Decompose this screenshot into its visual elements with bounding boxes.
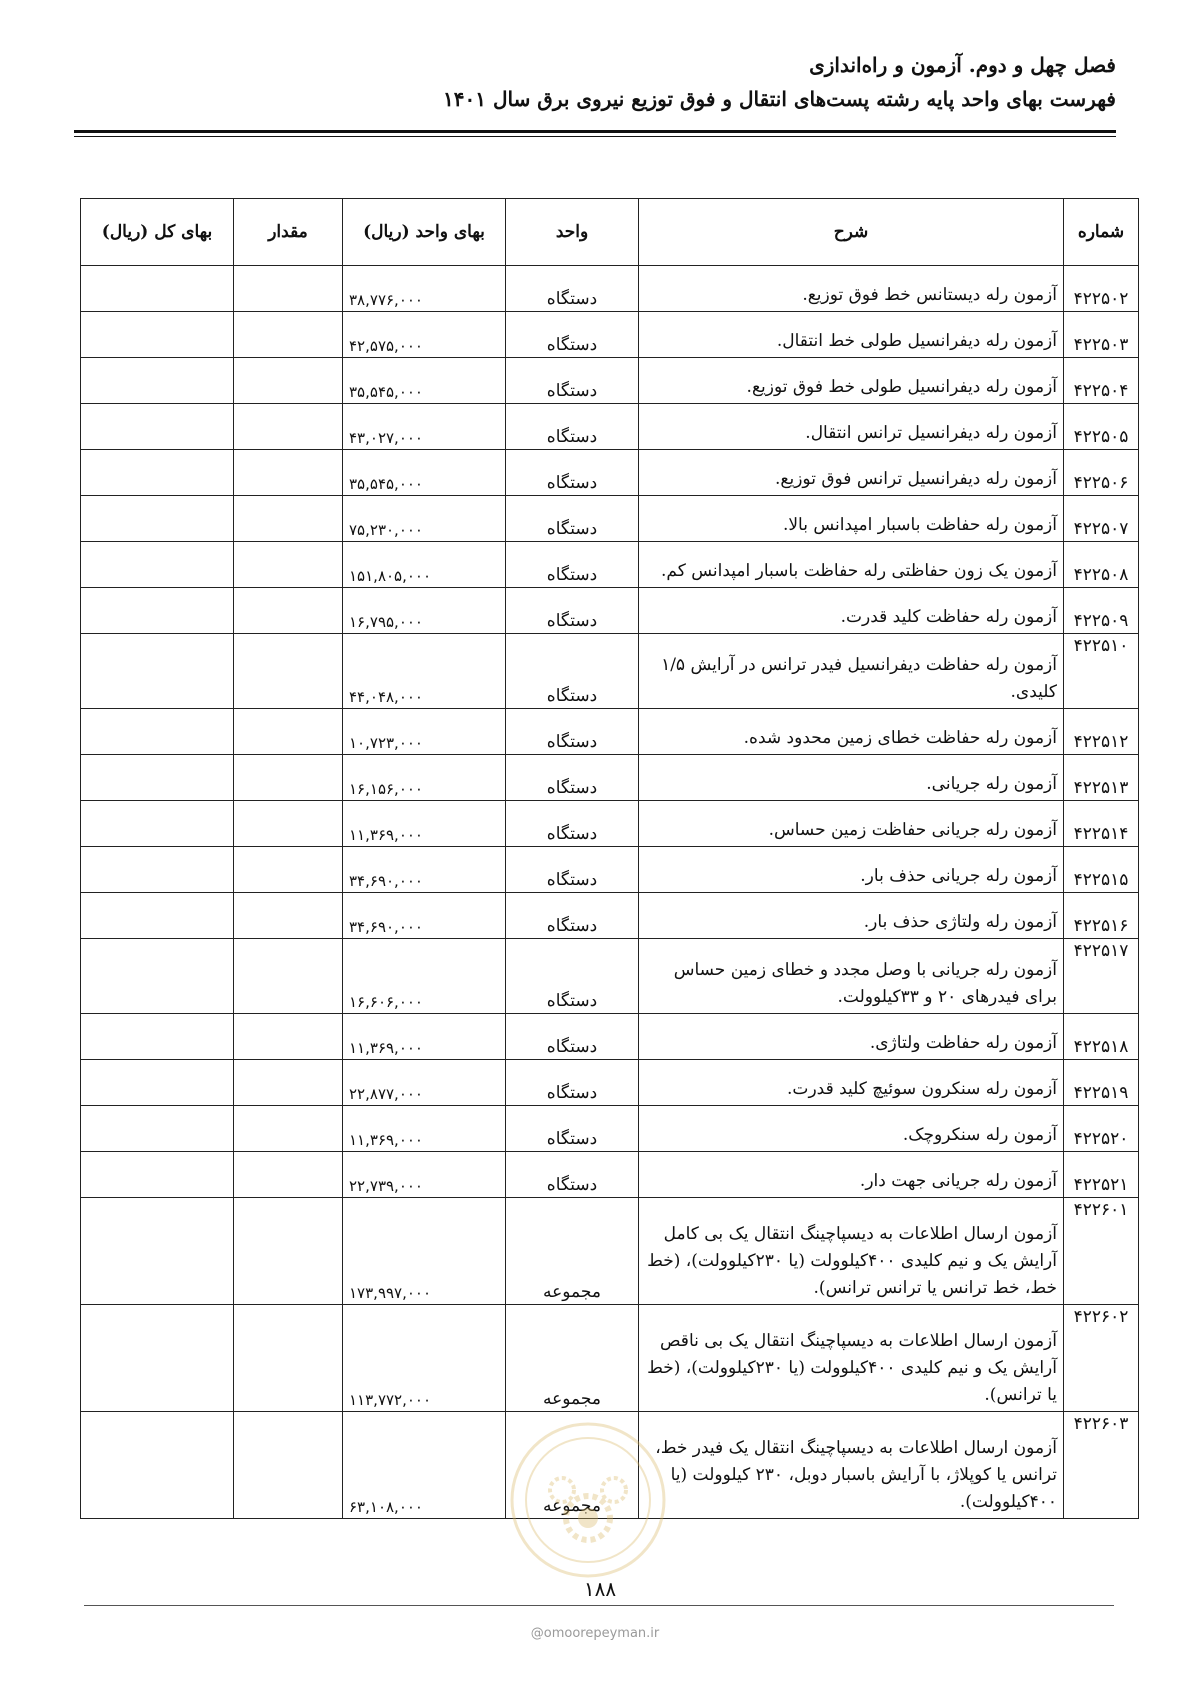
item-total [81,266,234,312]
item-code: ۴۲۲۵۱۵ [1064,847,1139,893]
table-row [81,588,1139,634]
column-header-unit-price: بهای واحد (ریال) [343,199,506,266]
column-header-description: شرح [639,199,1064,266]
item-unit-price: ۱۱,۳۶۹,۰۰۰ [343,1106,506,1152]
item-code: ۴۲۲۵۰۸ [1064,542,1139,588]
item-unit-price: ۳۴,۶۹۰,۰۰۰ [343,893,506,939]
item-description: آزمون رله حفاظت دیفرانسیل فیدر ترانس در آرایش ۱/۵ کلیدی. [639,634,1064,709]
item-code: ۴۲۲۵۰۹ [1064,588,1139,634]
item-unit-price: ۳۸,۷۷۶,۰۰۰ [343,266,506,312]
item-total [81,1060,234,1106]
item-quantity [234,801,343,847]
item-description: آزمون رله سنکروچک. [639,1106,1064,1152]
item-quantity [234,755,343,801]
item-total [81,312,234,358]
item-quantity [234,847,343,893]
item-total [81,1198,234,1305]
item-total [81,709,234,755]
item-unit: دستگاه [506,1060,639,1106]
item-quantity [234,634,343,709]
item-code: ۴۲۲۵۰۲ [1064,266,1139,312]
item-unit-price: ۴۴,۰۴۸,۰۰۰ [343,634,506,709]
item-unit: دستگاه [506,939,639,1014]
table-row [81,404,1139,450]
item-total [81,588,234,634]
item-unit: مجموعه [506,1198,639,1305]
item-code: ۴۲۲۶۰۳ [1064,1412,1139,1519]
item-quantity [234,496,343,542]
item-quantity [234,588,343,634]
item-unit-price: ۱۵۱,۸۰۵,۰۰۰ [343,542,506,588]
item-unit: دستگاه [506,542,639,588]
table-row [81,1305,1139,1412]
item-quantity [234,1152,343,1198]
item-code: ۴۲۲۵۱۰ [1064,634,1139,709]
item-description: آزمون رله دیفرانسیل ترانس فوق توزیع. [639,450,1064,496]
item-code: ۴۲۲۵۲۰ [1064,1106,1139,1152]
item-description: آزمون رله حفاظت ولتاژی. [639,1014,1064,1060]
item-total [81,358,234,404]
item-code: ۴۲۲۵۰۴ [1064,358,1139,404]
item-quantity [234,542,343,588]
item-unit-price: ۲۲,۷۳۹,۰۰۰ [343,1152,506,1198]
item-total [81,801,234,847]
item-description: آزمون رله دیفرانسیل طولی خط انتقال. [639,312,1064,358]
page-number: ۱۸۸ [583,1577,617,1601]
item-total [81,755,234,801]
item-description: آزمون رله جریانی حذف بار. [639,847,1064,893]
table-row [81,801,1139,847]
item-code: ۴۲۲۵۱۳ [1064,755,1139,801]
item-code: ۴۲۲۶۰۲ [1064,1305,1139,1412]
table-row [81,755,1139,801]
table-row [81,450,1139,496]
item-unit: دستگاه [506,588,639,634]
item-unit-price: ۷۵,۲۳۰,۰۰۰ [343,496,506,542]
table-row [81,1198,1139,1305]
column-header-code: شماره [1064,199,1139,266]
item-total [81,634,234,709]
column-header-quantity: مقدار [234,199,343,266]
footer-divider [84,1605,1114,1606]
item-quantity [234,893,343,939]
item-description: آزمون ارسال اطلاعات به دیسپاچینگ انتقال یک بی کامل آرایش یک و نیم کلیدی ۴۰۰کیلوولت (یا ۲۳۰کیلوولت)، (خط خط، خط ترانس یا ترانس ترانس). [639,1198,1064,1305]
item-description: آزمون رله حفاظت کلید قدرت. [639,588,1064,634]
table-row [81,634,1139,709]
item-description: آزمون ارسال اطلاعات به دیسپاچینگ انتقال یک فیدر خط، ترانس یا کوپلاژ، با آرایش باسبار دوبل، ۲۳۰ کیلوولت (یا ۴۰۰کیلوولت). [639,1412,1064,1519]
item-description: آزمون رله دیفرانسیل طولی خط فوق توزیع. [639,358,1064,404]
item-unit: دستگاه [506,358,639,404]
item-unit-price: ۱۷۳,۹۹۷,۰۰۰ [343,1198,506,1305]
item-total [81,1106,234,1152]
item-quantity [234,450,343,496]
item-total [81,496,234,542]
item-quantity [234,358,343,404]
table-body [81,266,1139,1519]
item-description: آزمون رله جریانی با وصل مجدد و خطای زمین حساس برای فیدرهای ۲۰ و ۳۳کیلوولت. [639,939,1064,1014]
item-total [81,542,234,588]
item-unit-price: ۳۵,۵۴۵,۰۰۰ [343,450,506,496]
item-total [81,847,234,893]
item-quantity [234,939,343,1014]
item-code: ۴۲۲۵۰۶ [1064,450,1139,496]
item-code: ۴۲۲۵۱۲ [1064,709,1139,755]
item-unit-price: ۴۳,۰۲۷,۰۰۰ [343,404,506,450]
item-unit: دستگاه [506,755,639,801]
table-row [81,847,1139,893]
item-description: آزمون ارسال اطلاعات به دیسپاچینگ انتقال یک بی ناقص آرایش یک و نیم کلیدی ۴۰۰کیلوولت (یا ۲۳۰کیلوولت)، (خط یا ترانس). [639,1305,1064,1412]
item-description: آزمون یک زون حفاظتی رله حفاظت باسبار امپدانس کم. [639,542,1064,588]
item-unit: دستگاه [506,450,639,496]
item-unit-price: ۱۱۳,۷۷۲,۰۰۰ [343,1305,506,1412]
item-code: ۴۲۲۵۰۳ [1064,312,1139,358]
table-row [81,358,1139,404]
item-code: ۴۲۲۵۱۸ [1064,1014,1139,1060]
item-description: آزمون رله حفاظت خطای زمین محدود شده. [639,709,1064,755]
publisher-seal [508,1420,668,1580]
item-quantity [234,312,343,358]
item-unit: دستگاه [506,634,639,709]
item-quantity [234,1014,343,1060]
item-unit-price: ۱۰,۷۲۳,۰۰۰ [343,709,506,755]
item-quantity [234,1106,343,1152]
item-unit: دستگاه [506,1152,639,1198]
column-header-unit: واحد [506,199,639,266]
page-header [76,50,1116,114]
item-unit-price: ۱۶,۶۰۶,۰۰۰ [343,939,506,1014]
table-row [81,1106,1139,1152]
item-quantity [234,709,343,755]
item-quantity [234,1060,343,1106]
item-unit: دستگاه [506,266,639,312]
item-description: آزمون رله جریانی جهت دار. [639,1152,1064,1198]
website-watermark: @omoorepeyman.ir [530,1626,660,1641]
item-unit: مجموعه [506,1412,639,1519]
item-unit-price: ۱۱,۳۶۹,۰۰۰ [343,801,506,847]
item-code: ۴۲۲۵۱۴ [1064,801,1139,847]
item-code: ۴۲۲۵۲۱ [1064,1152,1139,1198]
item-code: ۴۲۲۵۰۷ [1064,496,1139,542]
item-description: آزمون رله دیستانس خط فوق توزیع. [639,266,1064,312]
item-total [81,1412,234,1519]
item-total [81,450,234,496]
item-unit-price: ۳۵,۵۴۵,۰۰۰ [343,358,506,404]
table-row [81,496,1139,542]
item-description: آزمون رله جریانی. [639,755,1064,801]
item-unit: دستگاه [506,1014,639,1060]
table-row [81,542,1139,588]
item-unit-price: ۱۶,۷۹۵,۰۰۰ [343,588,506,634]
item-unit-price: ۴۲,۵۷۵,۰۰۰ [343,312,506,358]
item-total [81,1152,234,1198]
item-description: آزمون رله ولتاژی حذف بار. [639,893,1064,939]
item-unit-price: ۱۶,۱۵۶,۰۰۰ [343,755,506,801]
item-total [81,1305,234,1412]
item-unit: دستگاه [506,893,639,939]
item-total [81,939,234,1014]
item-quantity [234,266,343,312]
item-unit-price: ۲۲,۸۷۷,۰۰۰ [343,1060,506,1106]
table-row [81,312,1139,358]
item-unit: دستگاه [506,847,639,893]
chapter-title: فصل چهل و دوم. آزمون و راه‌اندازی [809,53,1116,77]
column-header-total: بهای کل (ریال) [81,199,234,266]
item-description: آزمون رله جریانی حفاظت زمین حساس. [639,801,1064,847]
item-unit: دستگاه [506,496,639,542]
item-quantity [234,404,343,450]
price-list-table [80,198,1139,1519]
table-row [81,266,1139,312]
header-divider-thin [74,136,1116,137]
item-unit: دستگاه [506,801,639,847]
item-unit: دستگاه [506,1106,639,1152]
item-unit-price: ۶۳,۱۰۸,۰۰۰ [343,1412,506,1519]
item-unit: دستگاه [506,312,639,358]
table-row [81,709,1139,755]
item-unit-price: ۱۱,۳۶۹,۰۰۰ [343,1014,506,1060]
item-description: آزمون رله دیفرانسیل ترانس انتقال. [639,404,1064,450]
item-quantity [234,1198,343,1305]
item-unit: دستگاه [506,709,639,755]
item-description: آزمون رله سنکرون سوئیچ کلید قدرت. [639,1060,1064,1106]
item-quantity [234,1412,343,1519]
item-unit: مجموعه [506,1305,639,1412]
item-total [81,893,234,939]
item-code: ۴۲۲۶۰۱ [1064,1198,1139,1305]
table-row [81,893,1139,939]
item-unit: دستگاه [506,404,639,450]
item-code: ۴۲۲۵۱۹ [1064,1060,1139,1106]
item-unit-price: ۳۴,۶۹۰,۰۰۰ [343,847,506,893]
item-code: ۴۲۲۵۰۵ [1064,404,1139,450]
header-divider-thick [74,130,1116,133]
table-header-row [81,199,1139,266]
item-code: ۴۲۲۵۱۶ [1064,893,1139,939]
table-row [81,939,1139,1014]
item-quantity [234,1305,343,1412]
table-row [81,1060,1139,1106]
item-code: ۴۲۲۵۱۷ [1064,939,1139,1014]
table-row [81,1152,1139,1198]
item-description: آزمون رله حفاظت باسبار امپدانس بالا. [639,496,1064,542]
item-total [81,1014,234,1060]
table-row [81,1014,1139,1060]
document-title: فهرست بهای واحد پایه رشته پست‌های انتقال و فوق توزیع نیروی برق سال ۱۴۰۱ [443,87,1116,111]
item-total [81,404,234,450]
